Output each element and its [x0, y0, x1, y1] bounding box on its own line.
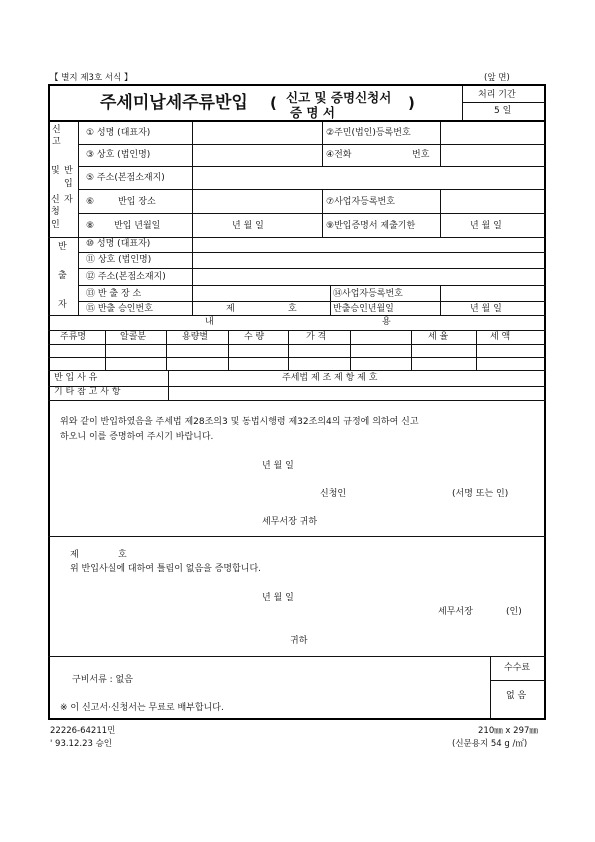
column-header: 용량별 [182, 332, 209, 342]
field-phone-label: ④전화 [326, 150, 352, 160]
field-import-place-num: ⑥ [86, 197, 95, 207]
declaration-text-1: 위와 같이 반입하였음을 주세법 제28조의3 및 동법시행령 제32조의4의 규정에 의하여 신고 [60, 417, 419, 427]
deadline-value[interactable]: 년 월 일 [470, 221, 502, 231]
applicant-side-char: 인 [51, 220, 60, 230]
shipper-name-label: ⑩ 성명 (대표자) [86, 239, 151, 249]
import-reason-value[interactable]: 주세법 제 조 제 항 제 호 [282, 373, 378, 383]
cert-no-prefix: 제 [70, 550, 79, 560]
field-import-date-label: 반입 년월일 [114, 221, 161, 231]
applicant-side-char: 청 [51, 207, 60, 217]
title-paren-close: ) [408, 94, 415, 112]
field-import-date-num: ⑧ [86, 221, 95, 231]
free-distribution-note: ※ 이 신고서·신청서는 무료로 배부합니다. [60, 703, 224, 713]
field-deadline-label: ⑨반입증명서 제출기한 [326, 221, 416, 231]
field-registration-no-label: ②주민(법인)등록번호 [326, 128, 411, 138]
declaration-addressee: 세무서장 귀하 [262, 517, 318, 527]
applicant-side-char: 신 [52, 125, 61, 135]
applicant-sign-label: 신청인 [320, 489, 347, 499]
other-notes-label: 기 타 참 고 사 항 [54, 387, 121, 397]
applicant-side-char: 고 [52, 137, 61, 147]
shipper-approval-no-label: ⑮ 반출 승인번호 [86, 304, 153, 314]
shipper-company-label: ⑪ 상호 (법인명) [86, 255, 152, 265]
certificate-text: 위 반입사실에 대하여 틀림이 없음을 증명합니다. [70, 564, 262, 574]
page-side-label: (앞 면) [484, 73, 510, 83]
applicant-side-char: 반 [64, 166, 73, 176]
title-paren-open: ( [270, 94, 277, 112]
approval-date-value[interactable]: 년 월 일 [470, 304, 502, 314]
seal-placeholder[interactable]: (인) [506, 607, 522, 617]
import-reason-label: 반 입 사 유 [54, 373, 98, 383]
declaration-text-2: 하오니 이를 증명하여 주시기 바랍니다. [60, 432, 214, 442]
tax-office-label: 세무서장 [438, 607, 473, 617]
applicant-side-char: 신 [51, 195, 60, 205]
title-sub-declaration: 신고 및 증명신청서 [286, 90, 392, 105]
shipper-side-char: 반 [58, 242, 67, 252]
processing-period-label: 처리 기간 [478, 90, 516, 100]
declaration-date[interactable]: 년 월 일 [262, 461, 294, 471]
certificate-date[interactable]: 년 월 일 [262, 593, 294, 603]
paper-type: (신문용지 54 g /㎡) [452, 739, 528, 749]
field-company-label: ③ 상호 (법인명) [86, 150, 151, 160]
column-header: 세 율 [428, 332, 449, 342]
shipper-side-char: 출 [58, 271, 67, 281]
applicant-side-char: 및 [51, 166, 60, 176]
print-number: 22226-64211민 [50, 726, 116, 736]
approval-no-suffix: 호 [288, 304, 297, 314]
column-header: 수 량 [244, 332, 265, 342]
paper-size: 210㎜ x 297㎜ [478, 726, 538, 736]
title-sub-certificate: 증 명 서 [290, 105, 335, 120]
applicant-side-char: 입 [64, 179, 73, 189]
form-number: 【 별지 제3호 서식 】 [50, 73, 133, 83]
field-name-label: ① 성명 (대표자) [86, 128, 151, 138]
fee-value: 없 음 [506, 691, 527, 701]
processing-period-value: 5 일 [494, 106, 512, 116]
column-header: 세 액 [490, 332, 511, 342]
contents-title-left: 내 [205, 317, 214, 327]
column-header: 주류명 [60, 332, 87, 342]
cert-no-suffix: 호 [118, 550, 127, 560]
field-address-label: ⑤ 주소(본점소재지) [86, 173, 165, 183]
shipper-side-char: 자 [58, 300, 67, 310]
shipper-address-label: ⑫ 주소(본점소재지) [86, 272, 166, 282]
shipper-place-label: ⑬ 반 출 장 소 [86, 289, 142, 299]
form-title: 주세미납세주류반입 [100, 93, 248, 113]
approval-no-prefix: 제 [226, 304, 235, 314]
approval-date: ' 93.12.23 승인 [50, 739, 113, 749]
shipper-business-reg-label: ⑭사업자등록번호 [333, 289, 403, 299]
field-business-reg-label: ⑦사업자등록번호 [326, 197, 395, 207]
required-documents: 구비서류 : 없음 [72, 675, 133, 685]
certificate-addressee: 귀하 [290, 636, 308, 646]
applicant-side-char: 자 [64, 195, 73, 205]
fee-label: 수수료 [504, 663, 531, 673]
field-phone-label-2: 번호 [412, 150, 430, 160]
signature-placeholder[interactable]: (서명 또는 인) [452, 489, 509, 499]
contents-title-right: 용 [382, 317, 391, 327]
column-header: 가 격 [306, 332, 327, 342]
shipper-approval-date-label: 반출승인년월일 [333, 304, 394, 314]
import-date-value[interactable]: 년 월 일 [232, 221, 264, 231]
field-import-place-label: 반입 장소 [118, 197, 156, 207]
column-header: 알콜분 [120, 332, 147, 342]
